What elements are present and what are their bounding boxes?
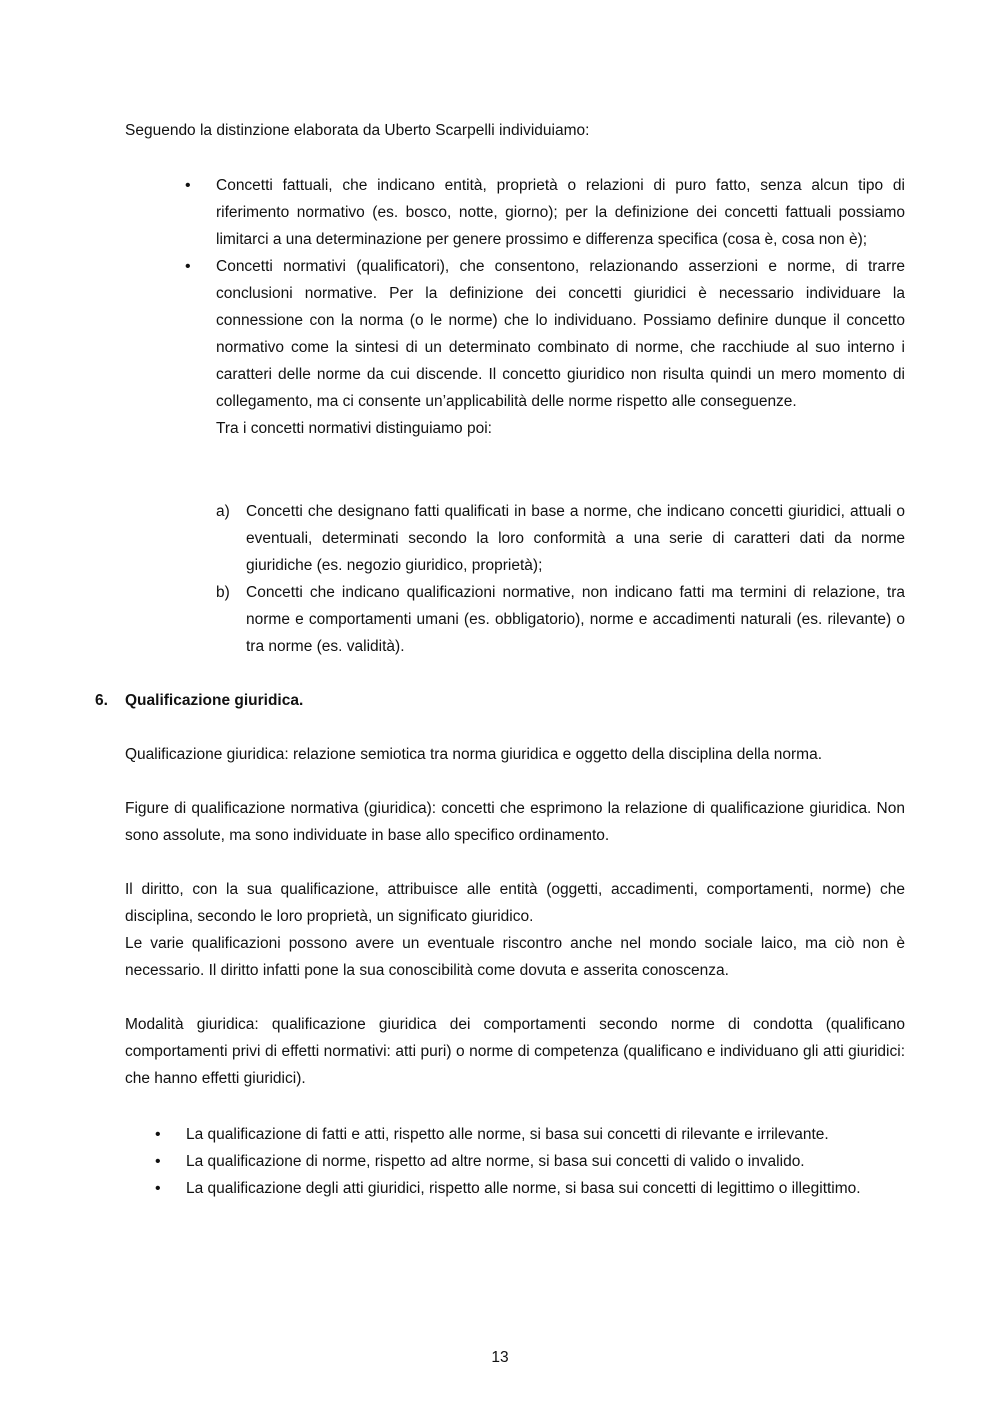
list-item	[216, 498, 905, 579]
normative-type-text: Concetti che designano fatti qualificati in base a norme, che indicano concetti giuridici, attuali o eventuali, determinati secondo la loro conformità a una serie di caratteri dati da norme giuridiche (es. negozio giuridico, proprietà);	[246, 503, 905, 574]
normative-type-text: Concetti che indicano qualificazioni normative, non indicano fatti ma termini di relazione, tra norme e comportamenti umani (es. obbligatorio), norme e accadimenti naturali (es. rilevante) o tra norme (es. validità).	[246, 584, 905, 655]
section-heading	[95, 687, 303, 714]
normative-types-list	[216, 498, 905, 660]
list-item	[216, 579, 905, 660]
section-title: Qualificazione giuridica.	[125, 692, 304, 709]
list-item	[155, 1175, 905, 1202]
list-item	[185, 253, 905, 442]
paragraph: Le varie qualificazioni possono avere un eventuale riscontro anche nel mondo sociale laico, ma ciò non è necessario. Il diritto infatti pone la sua conoscibilità come dovuta e asserita conoscenza.	[125, 935, 905, 979]
paragraph: Modalità giuridica: qualificazione giuridica dei comportamenti secondo norme di condotta (qualificano comportamenti privi di effetti normativi: atti puri) o norme di competenza (qualificano e individuano gli atti giuridici: che hanno effetti giuridici).	[125, 1016, 905, 1087]
qualification-text: La qualificazione degli atti giuridici, rispetto alle norme, si basa sui concetti di legittimo o illegittimo.	[186, 1180, 861, 1197]
qualification-text: La qualificazione di fatti e atti, rispetto alle norme, si basa sui concetti di rilevante e irrilevante.	[186, 1126, 829, 1143]
paragraph: Il diritto, con la sua qualificazione, attribuisce alle entità (oggetti, accadimenti, comportamenti, norme) che disciplina, secondo le loro proprietà, un significato giuridico.	[125, 881, 905, 925]
concepts-list	[185, 172, 905, 442]
paragraph: Figure di qualificazione normativa (giuridica): concetti che esprimono la relazione di qualificazione giuridica. Non sono assolute, ma sono individuate in base allo specifico ordinamento.	[125, 800, 905, 844]
normative-intro: Tra i concetti normativi distinguiamo poi:	[216, 420, 492, 437]
list-item	[185, 172, 905, 253]
paragraph: Qualificazione giuridica: relazione semiotica tra norma giuridica e oggetto della disciplina della norma.	[125, 746, 823, 763]
concept-fattuali-text: Concetti fattuali, che indicano entità, proprietà o relazioni di puro fatto, senza alcun tipo di riferimento normativo (es. bosco, notte, giorno); per la definizione dei concetti fattuali possiamo limitarci a una determinazione per genere prossimo e differenza specifica (cosa è, cosa non è);	[216, 177, 905, 248]
qualifications-list	[155, 1121, 905, 1202]
intro-text: Seguendo la distinzione elaborata da Uberto Scarpelli individuiamo:	[125, 122, 590, 139]
page-number: 13	[491, 1349, 509, 1366]
concept-normativi-text: Concetti normativi (qualificatori), che consentono, relazionando asserzioni e norme, di trarre conclusioni normative. Per la definizione dei concetti giuridici è necessario individuare la connessione con la norma (o le norme) che lo individuano. Possiamo definire dunque il concetto normativo come la sintesi di un determinato combinato di norme, che racchiude al suo interno i caratteri delle norme da cui discende. Il concetto giuridico non risulta quindi un mero momento di collegamento, ma ci consente un’applicabilità delle norme rispetto alle conseguenze.	[216, 258, 905, 410]
list-marker: a)	[216, 503, 230, 520]
section-number: 6.	[95, 692, 108, 709]
list-item	[155, 1148, 905, 1175]
list-marker: b)	[216, 584, 230, 601]
qualification-text: La qualificazione di norme, rispetto ad altre norme, si basa sui concetti di valido o invalido.	[186, 1153, 805, 1170]
list-item	[155, 1121, 905, 1148]
